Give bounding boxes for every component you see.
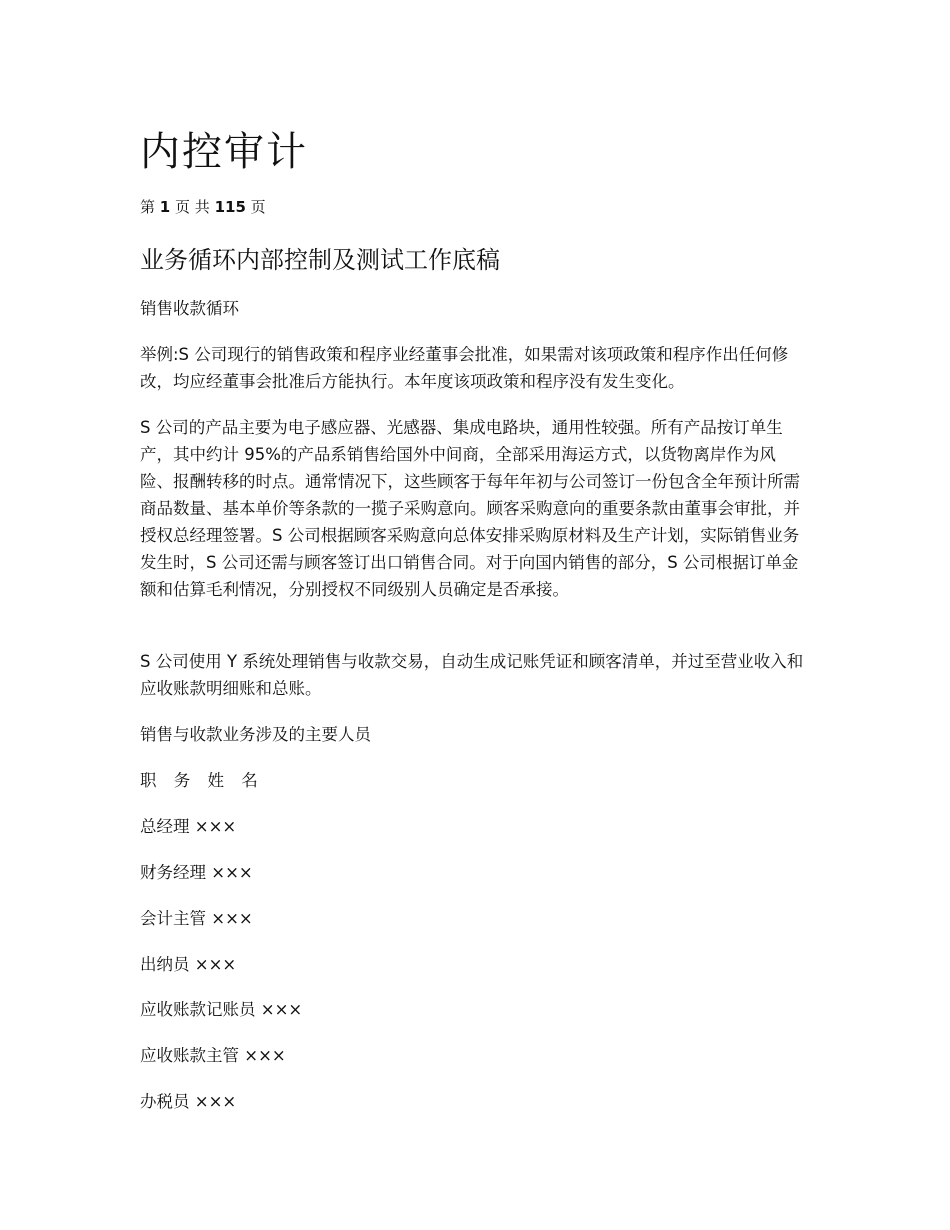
personnel-heading: 销售与收款业务涉及的主要人员 bbox=[140, 725, 371, 744]
personnel-columns: 职 务 姓 名 bbox=[140, 771, 264, 790]
personnel-role: 应收账款主管 bbox=[140, 1046, 239, 1065]
section-heading: 业务循环内部控制及测试工作底稿 bbox=[140, 246, 500, 274]
personnel-row bbox=[140, 1044, 286, 1068]
personnel-name: ××× bbox=[194, 817, 237, 836]
personnel-role: 总经理 bbox=[140, 817, 190, 836]
personnel-name: ××× bbox=[211, 909, 253, 928]
personnel-name: ××× bbox=[260, 1000, 303, 1019]
personnel-role: 财务经理 bbox=[140, 863, 206, 882]
personnel-row bbox=[140, 953, 236, 977]
personnel-name: ××× bbox=[194, 1092, 237, 1111]
personnel-name: ××× bbox=[211, 863, 253, 882]
total-page-count: 115 bbox=[214, 198, 246, 216]
current-page-number: 1 bbox=[159, 198, 171, 216]
document-title: 内控审计 bbox=[140, 129, 308, 175]
page-counter-prefix: 第 bbox=[140, 198, 156, 216]
paragraph-policy: 举例:S 公司现行的销售政策和程序业经董事会批准，如果需对该项政策和程序作出任何修改，均应经董事会批准后方能执行。本年度该项政策和程序没有发生变化。 bbox=[140, 345, 789, 391]
paragraph-system: S 公司使用 Y 系统处理销售与收款交易，自动生成记账凭证和顾客清单，并过至营业收入和应收账款明细账和总账。 bbox=[140, 652, 804, 698]
page-counter bbox=[140, 196, 266, 218]
page-counter-middle: 页 共 bbox=[175, 198, 210, 216]
personnel-row bbox=[140, 998, 302, 1022]
personnel-row bbox=[140, 907, 253, 931]
paragraph-products: S 公司的产品主要为电子感应器、光感器、集成电路块，通用性较强。所有产品按订单生产，其中约计 95%的产品系销售给国外中间商，全部采用海运方式，以货物离岸作为风险、报酬转移的时点。通常情况下，这些顾客于每年年初与公司签订一份包含全年预计所需商品数量、基本单价等条款的一揽子采购意向。顾客采购意向的重要条款由董事会审批，并授权总经理签署。S 公司根据顾客采购意向总体安排采购原材料及生产计划，实际销售业务发生时，S 公司还需与顾客签订出口销售合同。对于向国内销售的部分，S 公司根据订单金额和估算毛利情况，分别授权不同级别人员确定是否承接。 bbox=[140, 418, 800, 599]
personnel-role: 会计主管 bbox=[140, 909, 206, 928]
personnel-row bbox=[140, 1090, 236, 1114]
personnel-role: 应收账款记账员 bbox=[140, 1000, 256, 1019]
cycle-name: 销售收款循环 bbox=[140, 299, 239, 318]
personnel-role: 办税员 bbox=[140, 1092, 190, 1111]
personnel-role: 出纳员 bbox=[140, 955, 190, 974]
personnel-row bbox=[140, 815, 236, 839]
page-counter-suffix: 页 bbox=[250, 198, 266, 216]
personnel-name: ××× bbox=[244, 1046, 286, 1065]
personnel-name: ××× bbox=[194, 955, 237, 974]
personnel-row bbox=[140, 861, 253, 885]
